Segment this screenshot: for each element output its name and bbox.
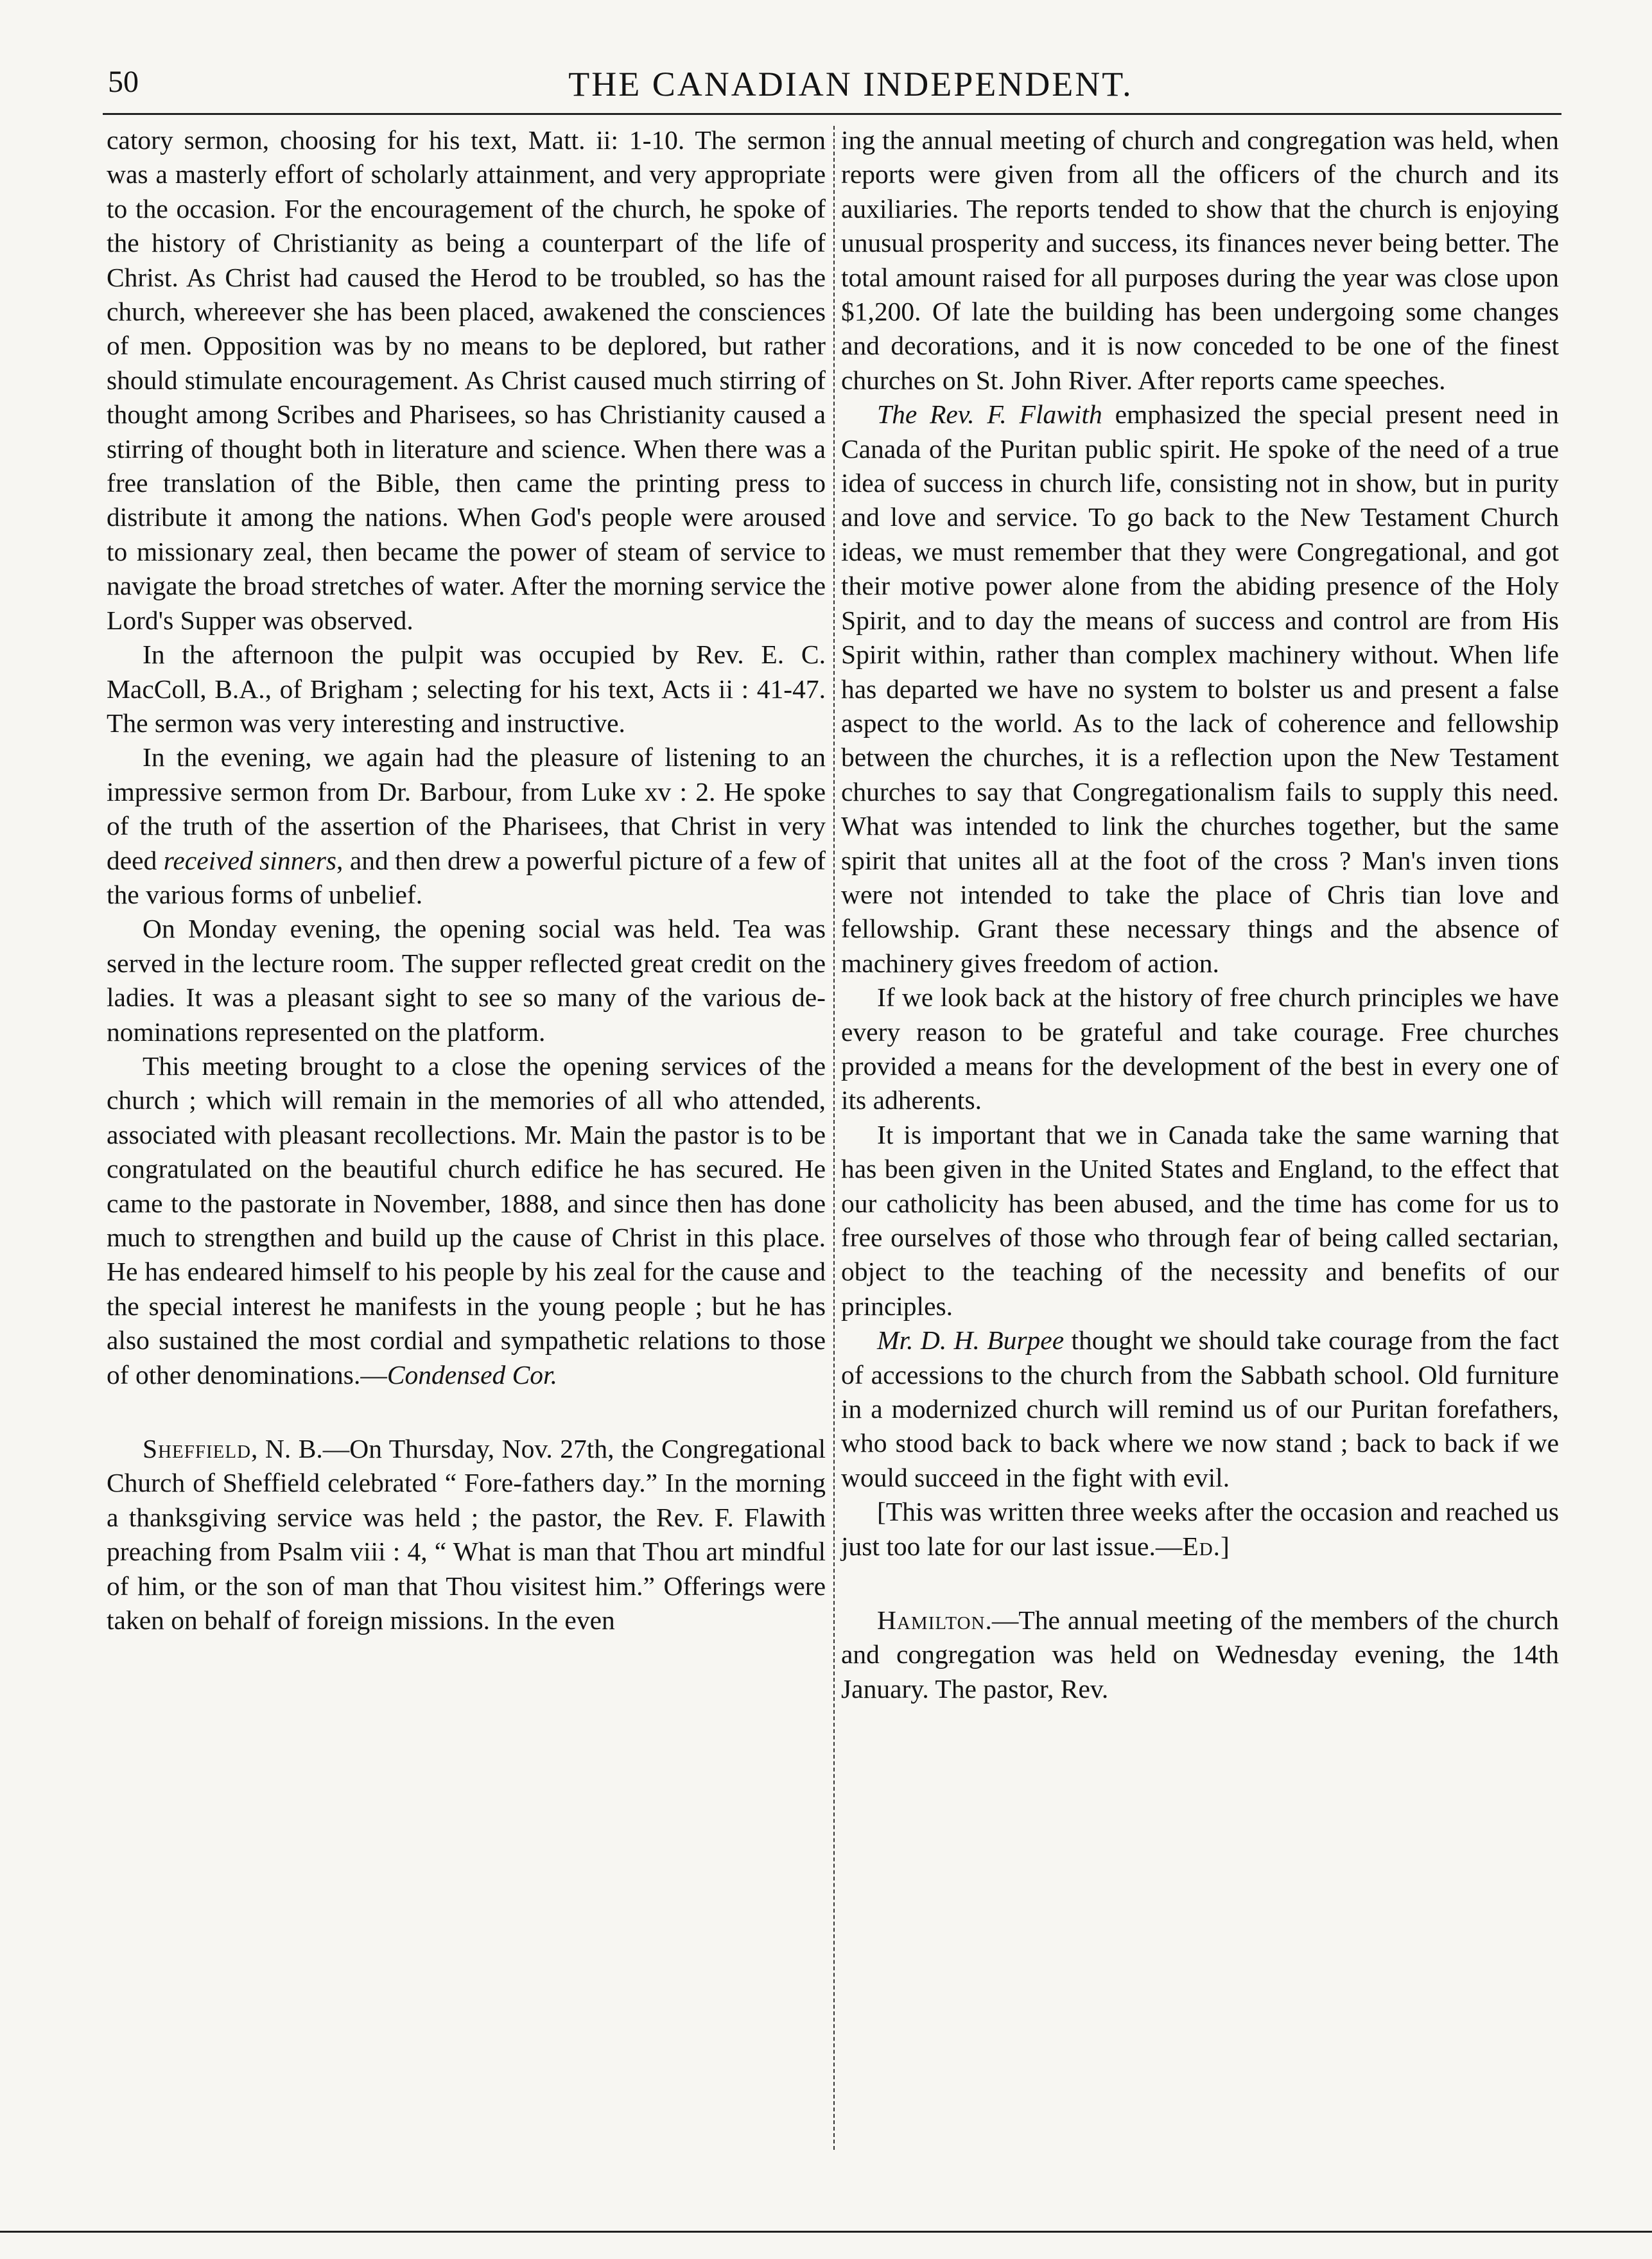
paragraph-sheffield-report	[107, 1432, 826, 1637]
sheffield-text: , N. B.—On Thursday, Nov. 27th, the Congregational Church of Sheffield celebrated “ Fore-fathers day.” In the morning a thanksgiving service was held ; the pastor, the Rev. F. Flawith preaching from Psalm viii : 4, “ What is man that Thou art mindful of him, or the son of man that Thou visitest him.” Offerings were taken on behalf of foreign missions. In the even	[107, 1434, 826, 1635]
header-rule	[103, 113, 1561, 115]
flawith-text: emphasized the special present need in Canada of the Puritan public spirit. He spoke of the need of a true idea of success in church life, consisting not in show, but in purity and love and service. To go back to the New Testament Church ideas, we must remember that they were Congregational, and got their motive power alone from the abiding presence of the Holy Spirit, and to day the means of success and control are from His Spirit within, rather than complex machinery without. When life has departed we have no system to bolster us and present a false aspect to the world. As to the lack of coherence and fellowship between the churches, it is a reflection upon the New Testament churches to say that Congregationalism fails to supply this need. What was intended to link the churches together, but the same spirit that unites all at the foot of the cross ? Man's inven tions were not intended to take the place of Chris tian love and fellowship. Grant these necessary things and the absence of machinery gives freedom of action.	[841, 399, 1559, 978]
paragraph-burpee-speech	[841, 1323, 1559, 1495]
paragraph-canada-warning: It is important that we in Canada take the same warning that has been given in the United States and England, to the effect that our catholicity has been abused, and the time has come for us to free ourselves of those who through fear of being called sectarian, object to the teaching of the necessity and benefits of our principles.	[841, 1119, 1559, 1321]
left-column	[107, 123, 826, 2165]
place-heading-sheffield: Sheffield	[143, 1434, 252, 1464]
paragraph-hamilton-report	[841, 1603, 1559, 1706]
speaker-flawith: The Rev. F. Flawith	[877, 399, 1102, 430]
page-number: 50	[108, 65, 139, 99]
closing-text: This meeting brought to a close the opening services of the church ; which will remain in the memories of all who attended, associated with pleasant recollections. Mr. Main the pastor is to be congratulated on the beautiful church edifice he has secured. He came to the pastorate in November, 1888, and since then has done much to strengthen and build up the cause of Christ in this place. He has endeared himself to his people by his zeal for the cause and the special interest he manifests in the young people ; but he has also sustained the most cordial and sympathetic relations to those of other denominations.—	[107, 1051, 826, 1390]
source-credit: Condensed Cor.	[387, 1359, 557, 1390]
editor-note-text: [This was written three weeks after the occasion and reached us just too late for our last issue.—	[841, 1497, 1559, 1561]
paragraph-opening-social: On Monday evening, the opening social was held. Tea was served in the lecture room. The supper reflected great credit on the ladies. It was a pleasant sight to see so many of the various denominations represented on the platform.	[107, 914, 826, 1047]
footer-rule	[0, 2231, 1652, 2233]
column-divider	[833, 126, 835, 2150]
journal-title: THE CANADIAN INDEPENDENT.	[568, 65, 1133, 103]
editor-note-close: ]	[1221, 1531, 1230, 1561]
paragraph-closing-remarks	[107, 1049, 826, 1392]
evening-text-after: , and then drew a powerful picture of a few of the various forms of unbelief.	[107, 845, 826, 909]
speaker-burpee: Mr. D. H. Burpee	[877, 1325, 1065, 1356]
evening-emphasis: received sinners	[163, 845, 337, 875]
evening-text-before: In the evening, we again had the pleasure of listening to an impressive sermon from Dr. Barbour, from Luke xv : 2. He spoke of the truth of the assertion of the Pharisees, that Christ in very deed	[107, 742, 826, 875]
hamilton-text: .—The annual meeting of the members of the church and congregation was held on Wednesday evening, the 14th January. The pastor, Rev.	[841, 1605, 1559, 1704]
page-header	[103, 64, 1560, 109]
paragraph-editor-note	[841, 1495, 1559, 1564]
paragraph-free-church: If we look back at the history of free church principles we have every reason to be grateful and take courage. Free churches provided a means for the development of the best in every one of its adherents.	[841, 982, 1559, 1115]
paragraph-evening-service	[107, 740, 826, 912]
paragraph-afternoon-service: In the afternoon the pulpit was occupied by Rev. E. C. MacColl, B.A., of Brigham ; selecting for his text, Acts ii : 41-47. The sermon was very interesting and instructive.	[107, 640, 826, 738]
place-heading-hamilton: Hamilton	[877, 1605, 986, 1635]
paragraph-sermon-continued: catory sermon, choosing for his text, Matt. ii: 1-10. The sermon was a masterly effort of scholarly attainment, and very appropriate to the occasion. For the encouragement of the church, he spoke of the history of Christianity as being a counterpart of the life of Christ. As Christ had caused the Herod to be troubled, so has the church, whereever she has been placed, awakened the consciences of men. Opposition was by no means to be deplored, but rather should stimulate encouragement. As Christ caused much stirring of thought among Scribes and Pharisees, so has Christianity caused a stirring of thought both in literature and science. When there was a free translation of the Bible, then came the printing press to distribute it among the nations. When God's people were aroused to missionary zeal, then became the power of steam of service to navigate the broad stretches of water. After the morning service the Lord's Supper was observed.	[107, 125, 826, 635]
paragraph-flawith-speech	[841, 397, 1559, 981]
burpee-text: thought we should take courage from the fact of accessions to the church from the Sabbath school. Old furniture in a modernized church will remind us of our Puritan forefathers, who stood back to back where we now stand ; back to back if we would succeed in the fight with evil.	[841, 1325, 1559, 1492]
right-column	[841, 123, 1559, 2165]
paragraph-annual-meeting: ing the annual meeting of church and congregation was held, when reports were given from all the officers of the church and its auxiliaries. The reports tended to show that the church is enjoying unusual prosperity and success, its finances never being better. The total amount raised for all purposes during the year was close upon $1,200. Of late the building has been undergoing some changes and decorations, and it is now conceded to be one of the finest churches on St. John River. After reports came speeches.	[841, 125, 1559, 395]
editor-mark: Ed.	[1182, 1531, 1221, 1561]
